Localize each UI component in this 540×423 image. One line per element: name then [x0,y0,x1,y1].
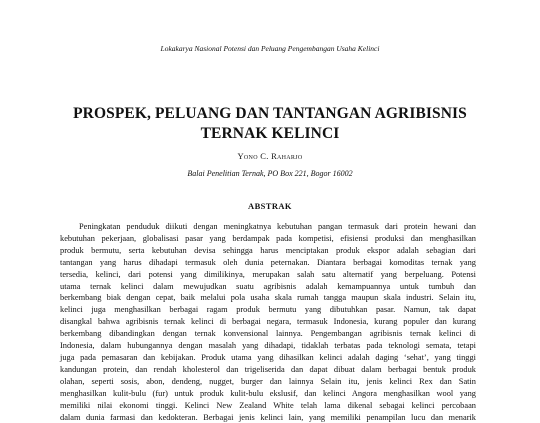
abstract-line: dalam dunia farmasi dan kedokteran. Berbagai jenis kelinci lain, yang memiliki penampilan lucu dan menarik [60,412,476,423]
running-header: Lokakarya Nasional Potensi dan Peluang Pengembangan Usaha Kelinci [0,44,540,53]
abstract-line: disangkal bahwa agribisnis ternak kelinci di berbagai negara, termasuk Indonesia, kurang populer dan kurang [60,316,476,328]
abstract-line: olahan, seperti sosis, abon, dendeng, nugget, burger dan lainnya Selain itu, jenis kelinci Rex dan Satin [60,376,476,388]
abstract-line: kebutuhan pekerjaan, globalisasi pasar yang berdampak pada kompetisi, efisiensi produksi dan menghasilkan [60,233,476,245]
abstract-line: produk bermutu, serta kebutuhan devisa sehingga harus menciptakan produk ekspor adalah sebagian dari [60,245,476,257]
abstract-line: juga pada pemasaran dan kebijakan. Produk utama yang dihasilkan kelinci adalah daging ‘sehat’, yang tinggi [60,352,476,364]
abstract-line: Indonesia, dalam hubungannya dengan masalah yang dihadapi, tidaklah terbatas pada teknologi semata, tetapi [60,340,476,352]
abstract-line: tersedia, kelinci, dari potensi yang dimilikinya, merupakan salah satu alternatif yang berpeluang. Potensi [60,269,476,281]
paper-title [40,104,500,144]
paper-title-line-1: PROSPEK, PELUANG DAN TANTANGAN AGRIBISNIS [73,105,467,122]
paper-title-line-2: TERNAK KELINCI [201,125,340,142]
abstract-body [60,221,476,423]
abstract-line: Peningkatan penduduk diikuti dengan meningkatnya kebutuhan pangan termasuk dari protein hewani dan [60,221,476,233]
abstract-line: kelinci juga menghasilkan berbagai ragam produk bermutu yang dibutuhkan pasar. Namun, tak dapat [60,304,476,316]
abstract-line: kandungan protein, dan rendah kholesterol dan trigeliserida dan dapat dibuat dalam berbagai bentuk produk [60,364,476,376]
abstract-line: berkembang biak dengan cepat, baik melalui pola usaha skala rumah tangga maupun skala industri. Selain itu, [60,292,476,304]
abstract-line: memiliki nilai ekonomi tinggi. Kelinci New Zealand White telah lama dikenal sebagai kelinci percobaan [60,400,476,412]
abstract-line: menghasilkan kulit-bulu (fur) untuk produk kulit-bulu ekslusif, dan kelinci Angora menghasilkan wool yang [60,388,476,400]
abstract-heading: ABSTRAK [0,201,540,211]
author-affiliation: Balai Penelitian Ternak, PO Box 221, Bogor 16002 [0,169,540,178]
abstract-line: berkembang dibandingkan dengan ternak konvensional lainnya. Pengembangan agribisnis ternak kelinci di [60,328,476,340]
abstract-line: utama ternak kelinci dalam mewujudkan suatu agribisnis adalah kemampuannya untuk tumbuh dan [60,281,476,293]
abstract-line: tantangan yang harus dihadapi termasuk oleh dunia peternakan. Diantara berbagai komoditas ternak yang [60,257,476,269]
author-name: Yono C. Raharjo [0,151,540,161]
